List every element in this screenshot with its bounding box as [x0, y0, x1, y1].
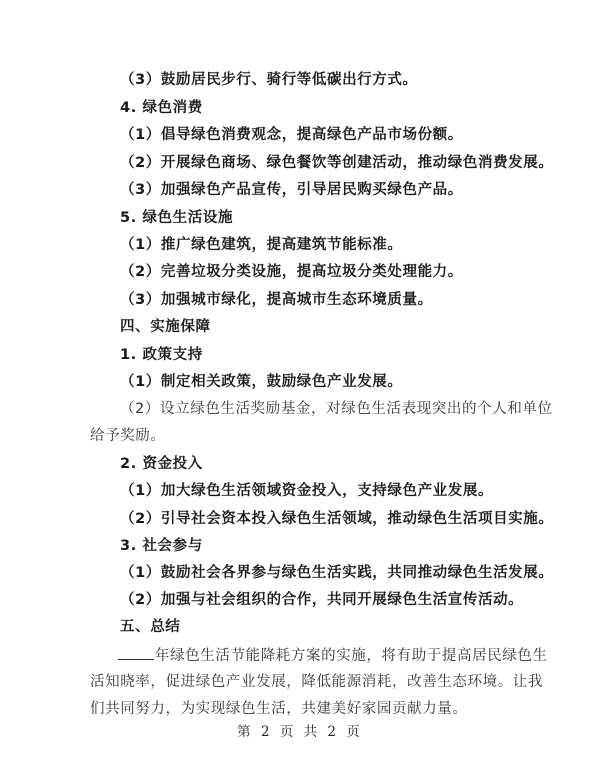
text-line: （3）加强绿色产品宣传，引导居民购买绿色产品。 — [120, 182, 463, 198]
text-line: 给予奖励。 — [90, 428, 166, 444]
text-line: （1）制定相关政策，鼓励绿色产业发展。 — [120, 374, 403, 390]
text-line: （1）推广绿色建筑，提高建筑节能标准。 — [120, 237, 403, 253]
text-line — [118, 645, 548, 666]
text-line: 活知晓率，促进绿色产业发展，降低能源消耗，改善生态环境。让我 — [90, 674, 543, 690]
text-line: （1）鼓励社会各界参与绿色生活实践，共同推动绿色生活发展。 — [120, 565, 554, 581]
text-line: （2）开展绿色商场、绿色餐饮等创建活动，推动绿色消费发展。 — [120, 155, 554, 171]
text-line: （3）加强城市绿化，提高城市生态环境质量。 — [120, 292, 433, 308]
fill-in-blank — [118, 645, 154, 660]
text-line: （2）引导社会资本投入绿色生活领域，推动绿色生活项目实施。 — [120, 511, 554, 527]
chapter-heading: 四、实施保障 — [120, 319, 211, 335]
section-heading: 4. 绿色消费 — [120, 100, 203, 116]
section-heading: 1. 政策支持 — [120, 347, 203, 363]
text-line: （1）倡导绿色消费观念，提高绿色产品市场份额。 — [120, 127, 463, 143]
section-heading: 3. 社会参与 — [120, 538, 203, 554]
page-footer: 第 2 页 共 2 页 — [237, 724, 363, 740]
chapter-heading: 五、总结 — [120, 619, 181, 635]
text-line: 们共同努力，为实现绿色生活，共建美好家园贡献力量。 — [90, 701, 468, 717]
text-line: （1）加大绿色生活领域资金投入，支持绿色产业发展。 — [120, 483, 494, 499]
text-line: （3）鼓励居民步行、骑行等低碳出行方式。 — [120, 72, 418, 88]
text-line-content: 年绿色生活节能降耗方案的实施，将有助于提高居民绿色生 — [155, 648, 548, 664]
section-heading: 5. 绿色生活设施 — [120, 210, 234, 226]
text-line: （2）设立绿色生活奖励基金，对绿色生活表现突出的个人和单位 — [120, 401, 553, 417]
text-line: （2）完善垃圾分类设施，提高垃圾分类处理能力。 — [120, 264, 463, 280]
text-line: （2）加强与社会组织的合作，共同开展绿色生活宣传活动。 — [120, 592, 524, 608]
section-heading: 2. 资金投入 — [120, 456, 203, 472]
